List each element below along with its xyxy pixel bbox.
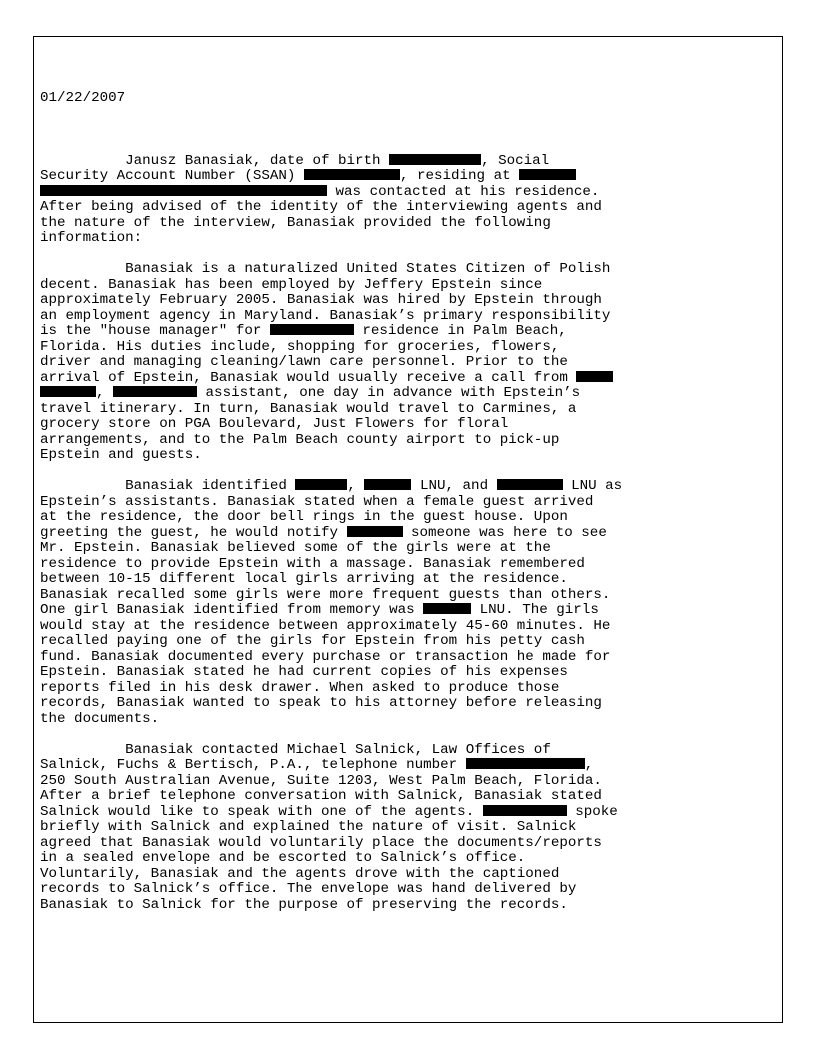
- text-segment: driver and managing cleaning/lawn care personnel. Prior to the: [40, 354, 568, 370]
- text-segment: Salnick would like to speak with one of the agents.: [40, 803, 483, 820]
- text-segment: is the "house manager" for: [40, 323, 270, 339]
- text-line: [40, 510, 780, 526]
- redaction-bar: [40, 386, 96, 397]
- text-line: [40, 309, 780, 325]
- redaction-bar: [497, 479, 563, 490]
- text-segment: One girl Banasiak identified from memory was: [40, 602, 424, 618]
- text-segment: , residing at: [399, 168, 520, 184]
- redaction-bar: [389, 154, 481, 165]
- text-line: [40, 526, 780, 542]
- text-segment: arrival of Epstein, Banasiak would usually receive a call from: [40, 369, 577, 386]
- text-segment: at the residence, the door bell rings in the guest house. Upon: [40, 509, 568, 525]
- text-line: [40, 541, 780, 557]
- text-segment: was contacted at his residence.: [327, 183, 600, 200]
- text-line: [40, 588, 780, 604]
- text-segment: Florida. His duties include, shopping for groceries, flowers,: [40, 338, 560, 355]
- text-line: [40, 774, 780, 790]
- redaction-bar: [423, 603, 471, 614]
- text-line: [40, 634, 780, 650]
- text-segment: Banasiak identified: [40, 478, 296, 494]
- text-line: [40, 216, 780, 232]
- text-segment: the nature of the interview, Banasiak provided the following: [40, 214, 551, 231]
- text-segment: arrangements, and to the Palm Beach county airport to pick-up: [40, 431, 560, 448]
- text-segment: After being advised of the identity of the interviewing agents and: [40, 199, 602, 215]
- text-segment: Banasiak contacted Michael Salnick, Law Offices of: [40, 741, 551, 758]
- text-segment: fund. Banasiak documented every purchase or transaction he made for: [40, 648, 611, 665]
- text-segment: residence in Palm Beach,: [353, 323, 567, 339]
- text-line: [40, 231, 780, 247]
- text-line: [40, 355, 780, 371]
- text-segment: greeting the guest, he would notify: [40, 524, 347, 541]
- text-segment: an employment agency in Maryland. Banasiak’s primary responsibility: [40, 307, 611, 324]
- text-line: [40, 433, 780, 449]
- text-line: [40, 154, 780, 170]
- text-segment: decent. Banasiak has been employed by Jeffery Epstein since: [40, 276, 543, 293]
- paragraphs-container: [40, 154, 780, 914]
- text-line: [40, 479, 780, 495]
- text-segment: records, Banasiak wanted to speak to his attorney before releasing: [40, 695, 602, 711]
- text-line: [40, 820, 780, 836]
- text-segment: Mr. Epstein. Banasiak believed some of the girls were at the: [40, 540, 551, 556]
- redaction-bar: [270, 324, 354, 335]
- document-body: [40, 60, 780, 944]
- text-line: [40, 324, 780, 340]
- paragraph-3: [40, 479, 780, 727]
- text-line: [40, 789, 780, 805]
- text-segment: agreed that Banasiak would voluntarily place the documents/reports: [40, 834, 602, 851]
- text-line: [40, 867, 780, 883]
- text-segment: LNU as: [562, 478, 623, 494]
- text-segment: recalled paying one of the girls for Epstein from his petty cash: [40, 633, 585, 649]
- text-line: [40, 696, 780, 712]
- text-line: [40, 169, 780, 185]
- redaction-bar: [295, 479, 347, 490]
- text-line: [40, 898, 780, 914]
- text-line: [40, 262, 780, 278]
- redaction-bar: [466, 758, 585, 769]
- text-segment: Epstein’s assistants. Banasiak stated when a female guest arrived: [40, 493, 594, 510]
- text-line: [40, 743, 780, 759]
- text-segment: information:: [40, 230, 143, 246]
- paragraph-1: [40, 154, 780, 247]
- text-segment: approximately February 2005. Banasiak was hired by Epstein through: [40, 292, 602, 308]
- text-segment: 250 South Australian Avenue, Suite 1203, West Palm Beach, Florida.: [40, 772, 602, 789]
- text-line: [40, 495, 780, 511]
- text-line: [40, 665, 780, 681]
- text-segment: Epstein and guests.: [40, 447, 202, 463]
- paragraph-4: [40, 743, 780, 914]
- paragraph-2: [40, 262, 780, 464]
- text-segment: the documents.: [40, 710, 160, 727]
- redaction-bar: [40, 185, 327, 196]
- text-line: [40, 650, 780, 666]
- redaction-bar: [364, 479, 411, 490]
- text-line: [40, 402, 780, 418]
- text-segment: Banasiak to Salnick for the purpose of preserving the records.: [40, 896, 568, 913]
- text-line: [40, 882, 780, 898]
- text-segment: residence to provide Epstein with a massage. Banasiak remembered: [40, 555, 585, 572]
- text-segment: Epstein. Banasiak stated he had current copies of his expenses: [40, 664, 568, 680]
- text-line: [40, 836, 780, 852]
- text-line: [40, 572, 780, 588]
- text-line: [40, 417, 780, 433]
- text-line: [40, 681, 780, 697]
- text-segment: reports filed in his desk drawer. When asked to produce those: [40, 679, 560, 696]
- text-segment: in a sealed envelope and be escorted to Salnick’s office.: [40, 850, 526, 866]
- redaction-bar: [483, 805, 567, 816]
- text-segment: LNU, and: [411, 478, 497, 494]
- text-segment: spoke: [566, 803, 618, 820]
- text-segment: LNU. The girls: [471, 602, 599, 618]
- text-segment: Banasiak recalled some girls were more frequent guests than others.: [40, 586, 611, 603]
- text-segment: travel itinerary. In turn, Banasiak would travel to Carmines, a: [40, 400, 577, 417]
- text-segment: briefly with Salnick and explained the nature of visit. Salnick: [40, 819, 577, 835]
- text-segment: , Social: [481, 152, 550, 169]
- text-segment: would stay at the residence between approximately 45-60 minutes. He: [40, 617, 611, 634]
- text-segment: ,: [347, 478, 365, 494]
- text-segment: Janusz Banasiak, date of birth: [40, 152, 390, 169]
- text-line: [40, 603, 780, 619]
- text-line: [40, 200, 780, 216]
- text-line: [40, 851, 780, 867]
- text-segment: Salnick, Fuchs & Bertisch, P.A., telephone number: [40, 757, 466, 773]
- redaction-bar: [347, 526, 403, 537]
- text-segment: ,: [96, 385, 114, 401]
- text-segment: ,: [584, 757, 594, 773]
- text-line: [40, 619, 780, 635]
- text-segment: assistant, one day in advance with Epstein’s: [197, 385, 581, 401]
- text-segment: After a brief telephone conversation with Salnick, Banasiak stated: [40, 788, 602, 804]
- text-segment: someone was here to see: [402, 524, 607, 541]
- text-segment: Banasiak is a naturalized United States Citizen of Polish: [40, 261, 611, 277]
- redaction-bar: [113, 386, 197, 397]
- text-segment: records to Salnick’s office. The envelope was hand delivered by: [40, 881, 577, 897]
- document-date: 01/22/2007: [40, 90, 126, 106]
- redaction-bar: [304, 169, 400, 180]
- text-segment: Security Account Number (SSAN): [40, 168, 304, 184]
- redaction-bar: [519, 169, 576, 180]
- text-line: [40, 293, 780, 309]
- text-segment: grocery store on PGA Boulevard, Just Flowers for floral: [40, 416, 509, 432]
- text-line: [40, 758, 780, 774]
- text-line: [40, 185, 780, 201]
- text-segment: between 10-15 different local girls arriving at the residence.: [40, 571, 568, 587]
- text-line: [40, 805, 780, 821]
- text-line: [40, 712, 780, 728]
- text-line: [40, 371, 780, 387]
- text-line: [40, 557, 780, 573]
- text-line: [40, 448, 780, 464]
- redaction-bar: [576, 371, 613, 382]
- text-line: [40, 340, 780, 356]
- text-segment: Voluntarily, Banasiak and the agents drove with the captioned: [40, 865, 560, 882]
- text-line: [40, 386, 780, 402]
- text-line: [40, 278, 780, 294]
